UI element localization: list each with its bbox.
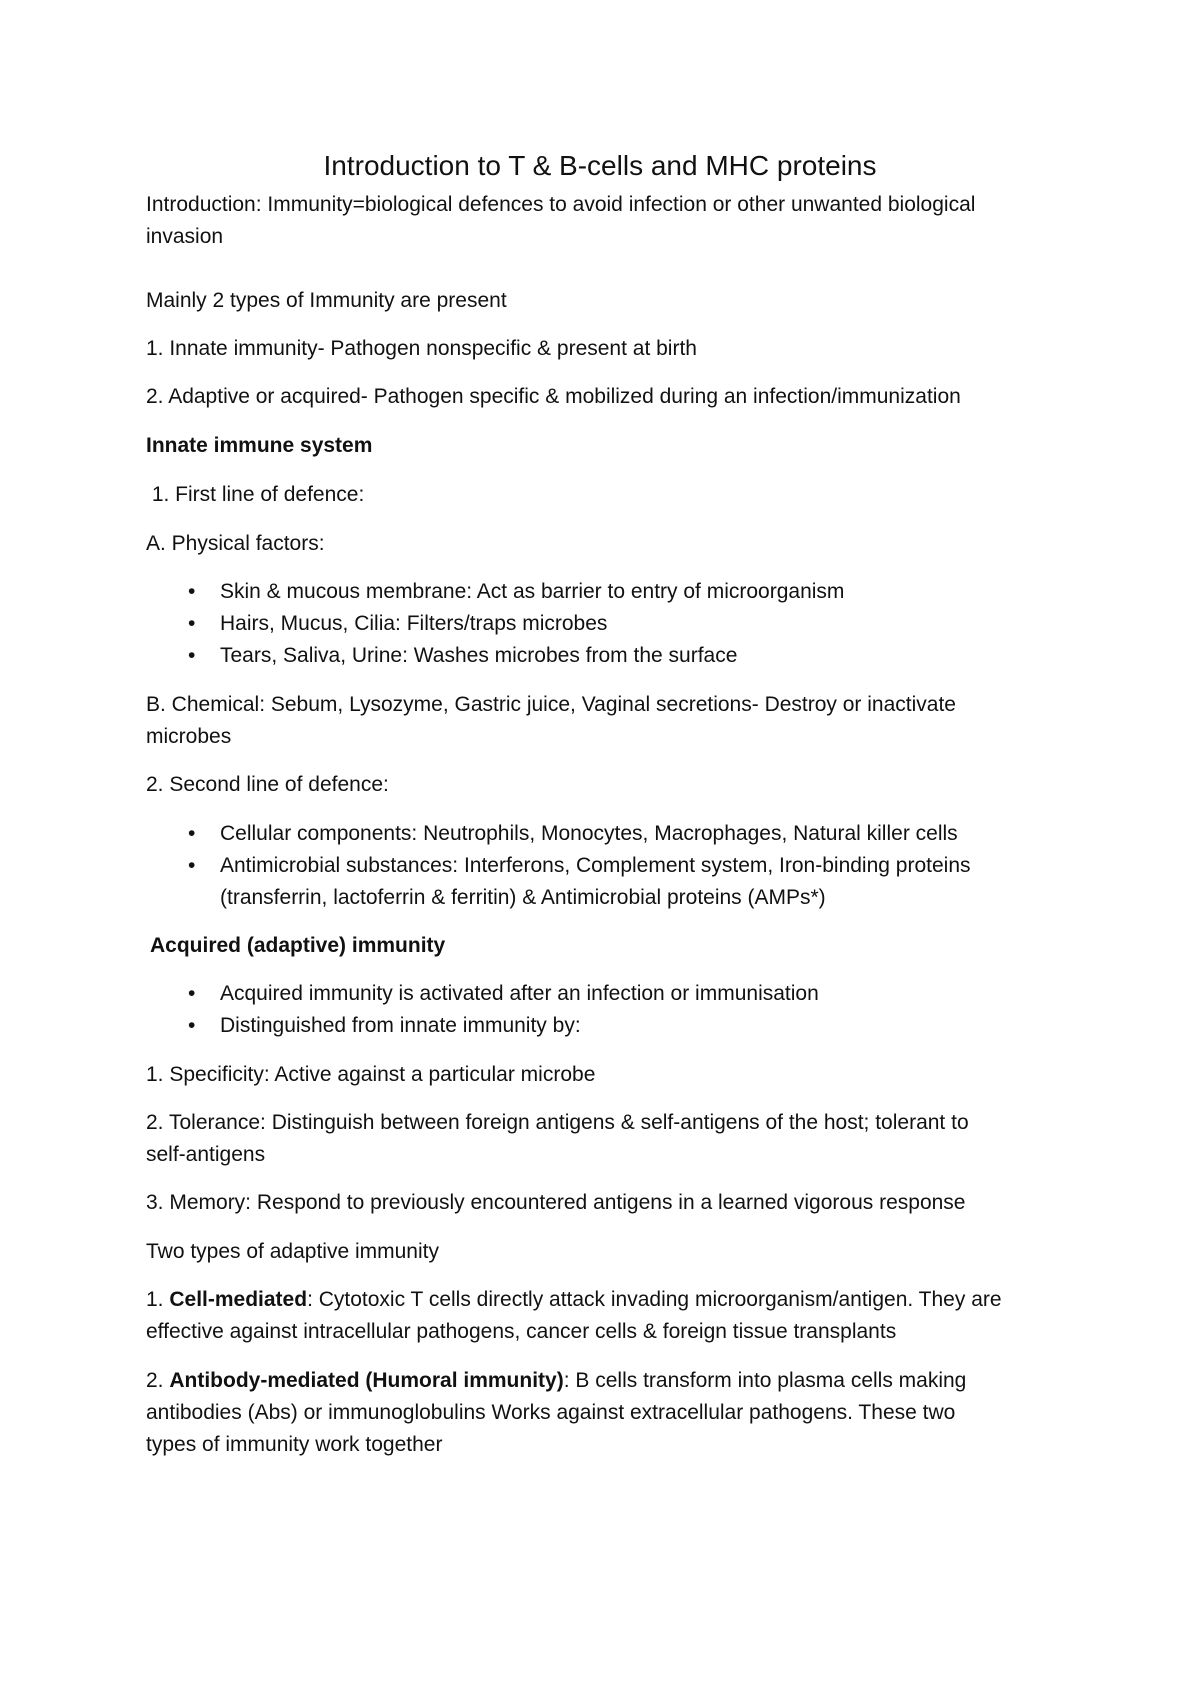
intro-paragraph [146, 189, 1066, 253]
second-line-heading: 2. Second line of defence: [146, 773, 389, 796]
innate-type-item: 1. Innate immunity- Pathogen nonspecific & present at birth [146, 337, 697, 360]
physical-factors-list [146, 576, 1066, 672]
cell-mediated-paragraph: 1. Cell-mediated: Cytotoxic T cells directly attack invading microorganism/antigen. They are effective against intracellular pathogens, cancer cells & foreign tissue transplants [146, 1288, 1002, 1343]
chemical-line-2: microbes [146, 725, 232, 748]
bullet-icon: • [188, 822, 196, 845]
bullet-icon: • [188, 580, 196, 603]
acquired-heading: Acquired (adaptive) immunity [150, 934, 446, 957]
bullet-icon: • [188, 644, 196, 667]
bullet-icon: • [188, 612, 196, 635]
first-line-heading: 1. First line of defence: [146, 483, 365, 506]
list-item: • Skin & mucous membrane: Act as barrier to entry of microorganism [146, 576, 1066, 608]
adaptive-type-item: 2. Adaptive or acquired- Pathogen specific & mobilized during an infection/immunization [146, 385, 961, 408]
types-intro: Mainly 2 types of Immunity are present [146, 289, 507, 312]
intro-line-1: Introduction: Immunity=biological defences to avoid infection or other unwanted biological [146, 193, 976, 216]
acquired-list [146, 978, 1066, 1042]
tolerance-paragraph [146, 1107, 1066, 1171]
tolerance-line-1: 2. Tolerance: Distinguish between foreign antigens & self-antigens of the host; tolerant to [146, 1111, 969, 1134]
bullet-icon: • [188, 1014, 196, 1037]
list-item: • Cellular components: Neutrophils, Monocytes, Macrophages, Natural killer cells [146, 818, 1066, 850]
list-item: • Distinguished from innate immunity by: [146, 1010, 1066, 1042]
innate-heading: Innate immune system [146, 434, 373, 457]
specificity-item: 1. Specificity: Active against a particular microbe [146, 1063, 596, 1086]
second-line-list [146, 818, 1066, 914]
list-item: • Antimicrobial substances: Interferons, Complement system, Iron-binding proteins (transferrin, lactoferrin & ferritin) & Antimicrobial proteins (AMPs*) [146, 850, 1066, 914]
list-item: • Hairs, Mucus, Cilia: Filters/traps microbes [146, 608, 1066, 640]
two-types-heading: Two types of adaptive immunity [146, 1240, 439, 1263]
list-item: • Tears, Saliva, Urine: Washes microbes from the surface [146, 640, 1066, 672]
cell-mediated-term: Cell-mediated [169, 1288, 308, 1311]
antibody-mediated-paragraph: 2. Antibody-mediated (Humoral immunity): B cells transform into plasma cells making antibodies (Abs) or immunoglobulins Works against extracellular pathogens. These two types of immunity work together [146, 1369, 967, 1456]
tolerance-line-2: self-antigens [146, 1143, 266, 1166]
antibody-mediated-term: Antibody-mediated (Humoral immunity) [169, 1369, 564, 1392]
bullet-icon: • [188, 982, 196, 1005]
list-item: • Acquired immunity is activated after an infection or immunisation [146, 978, 1066, 1010]
bullet-icon: • [188, 854, 196, 877]
intro-line-2: invasion [146, 225, 224, 248]
chemical-line-1: B. Chemical: Sebum, Lysozyme, Gastric juice, Vaginal secretions- Destroy or inactivate [146, 693, 956, 716]
chemical-paragraph [146, 689, 1066, 753]
physical-factors-heading: A. Physical factors: [146, 532, 325, 555]
memory-item: 3. Memory: Respond to previously encountered antigens in a learned vigorous response [146, 1191, 966, 1214]
page-title: Introduction to T & B-cells and MHC proteins [323, 150, 877, 181]
